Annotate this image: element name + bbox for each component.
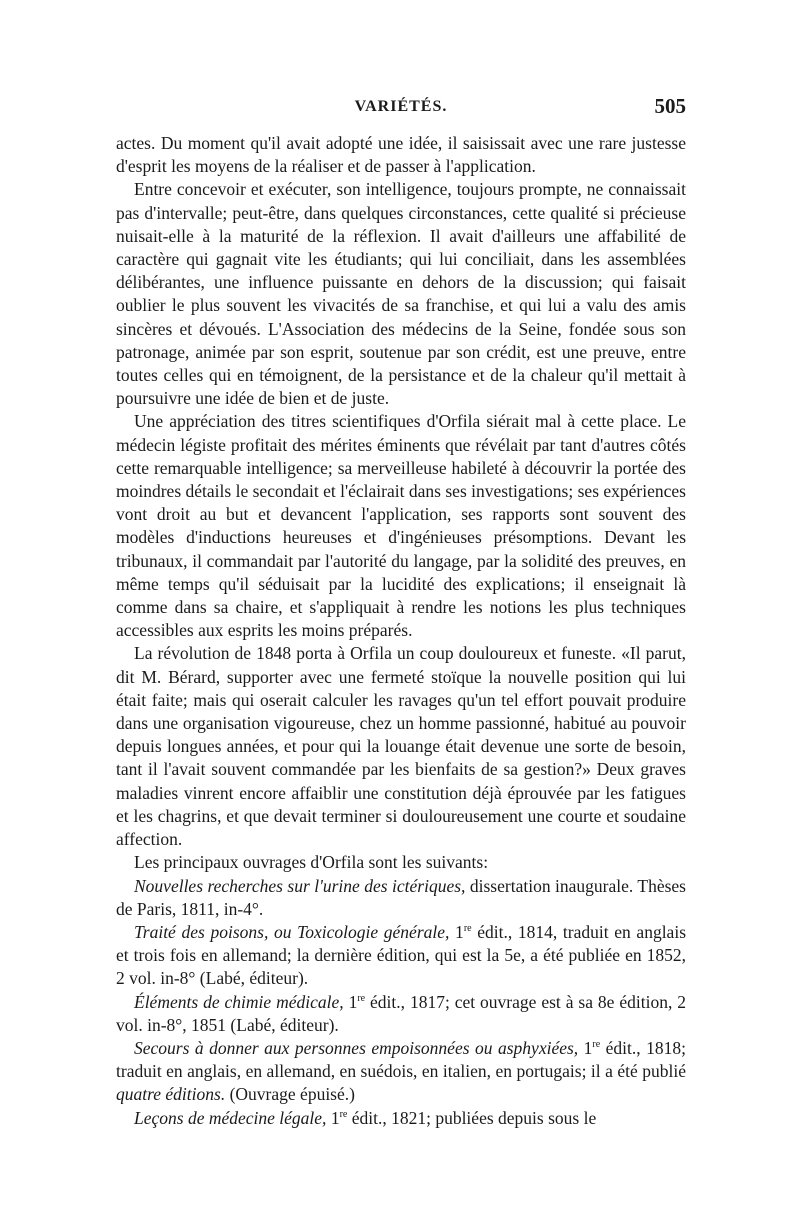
edition-superscript: re: [357, 992, 366, 1004]
work-details: édit., 1821; publiées depuis sous le: [347, 1107, 597, 1128]
work-details: édit., 1817; cet ouvrage est à sa 8e édition, 2 vol. in-8°, 1851 (Labé, éditeur).: [116, 991, 687, 1035]
paragraph: Entre concevoir et exécuter, son intelligence, toujours prompte, ne connaissait pas d'intervalle; peut-être, dans quelques circonstances, cette qualité si précieuse nuisait-elle à la maturité de la réflexion. Il avait d'ailleurs une affabilité de caractère qui gagnait vite les étudiants; qui lui conciliait, dans les assemblées délibérantes, une influence puissante en dehors de la discussion; qui faisait oublier le plus souvent les vivacités de sa franchise, et qui lui a valu des amis sincères et dévoués. L'Association des médecins de la Seine, fondée sous son patronage, animée par son esprit, soutenue par son crédit, est une preuve, entre toutes celles qui en témoignent, de la persistance et de la chaleur qu'il mettait à poursuivre une idée de bien et de juste.: [116, 179, 686, 409]
edition-number: 1: [326, 1107, 340, 1128]
bibliography-entry: [116, 1107, 686, 1130]
work-title: Nouvelles recherches sur l'urine des ictériques,: [134, 875, 466, 896]
work-details: édit., 1818; traduit en anglais, en allemand, en suédois, en italien, en portugais; il a été publié: [116, 1037, 686, 1082]
page-header: [116, 96, 686, 124]
bibliography-entry: [116, 875, 686, 921]
running-title: VARIÉTÉS.: [354, 98, 448, 115]
edition-superscript: re: [339, 1108, 348, 1120]
edition-superscript: re: [592, 1039, 601, 1051]
work-title: Leçons de médecine légale,: [134, 1107, 327, 1128]
edition-superscript: re: [463, 923, 472, 935]
work-title: Éléments de chimie médicale,: [134, 991, 344, 1012]
page-number: 505: [654, 94, 686, 118]
work-title: Traité des poisons, ou Toxicologie générale,: [134, 921, 450, 942]
work-title: Secours à donner aux personnes empoisonnées ou asphyxiées,: [134, 1037, 579, 1058]
bibliography-entry: [116, 991, 686, 1037]
body-text: [116, 132, 686, 1130]
bibliography-entry: [116, 1037, 686, 1107]
paragraph: Les principaux ouvrages d'Orfila sont les suivants:: [134, 852, 489, 873]
work-details: édit., 1814, traduit en anglais et trois fois en allemand; la dernière édition, qui est la 5e, a été publiée en 1852, 2 vol. in-8° (Labé, éditeur).: [116, 921, 687, 989]
paragraph: La révolution de 1848 porta à Orfila un coup douloureux et funeste. «Il parut, dit M. Bérard, supporter avec une fermeté stoïque la nouvelle position qui lui était faite; mais qui oserait calculer les ravages qu'un tel effort pouvait produire dans une organisation vigoureuse, chez un homme passionné, habitué au pouvoir depuis longues années, et pour qui la louange était devenue une sorte de besoin, tant il l'avait souvent commandée par les bienfaits de sa gestion?» Deux graves maladies vinrent encore affaiblir une constitution déjà éprouvée par les fatigues et les chagrins, et que devait terminer si douloureusement une courte et soudaine affection.: [116, 643, 686, 850]
edition-number: 1: [449, 921, 464, 942]
paragraph: actes. Du moment qu'il avait adopté une idée, il saisissait avec une rare justesse d'esprit les moyens de la réaliser et de passer à l'application.: [116, 133, 686, 177]
edition-number: 1: [578, 1037, 593, 1058]
work-details-end: (Ouvrage épuisé.): [225, 1084, 355, 1105]
paragraph: Une appréciation des titres scientifiques d'Orfila siérait mal à cette place. Le médecin légiste profitait des mérites éminents que révélait par tant d'autres côtés cette remarquable intelligence; sa merveilleuse habileté à découvrir la portée des moindres détails le secondait et l'éclairait dans ses investigations; ses expériences vont droit au but et devancent l'application, ses rapports sont souvent des modèles d'inductions heureuses et d'ingénieuses présomptions. Devant les tribunaux, il commandait par l'autorité du langage, par la solidité des preuves, en même temps qu'il séduisait par la lucidité des explications; il enseignait là comme dans sa chaire, et s'appliquait à rendre les notions les plus techniques accessibles aux esprits les moins préparés.: [116, 411, 686, 641]
work-details: dissertation inaugurale. Thèses de Paris, 1811, in-4°.: [116, 875, 686, 919]
edition-number: 1: [343, 991, 358, 1012]
bibliography-entry: [116, 921, 686, 991]
work-italic-note: quatre éditions.: [116, 1084, 226, 1105]
